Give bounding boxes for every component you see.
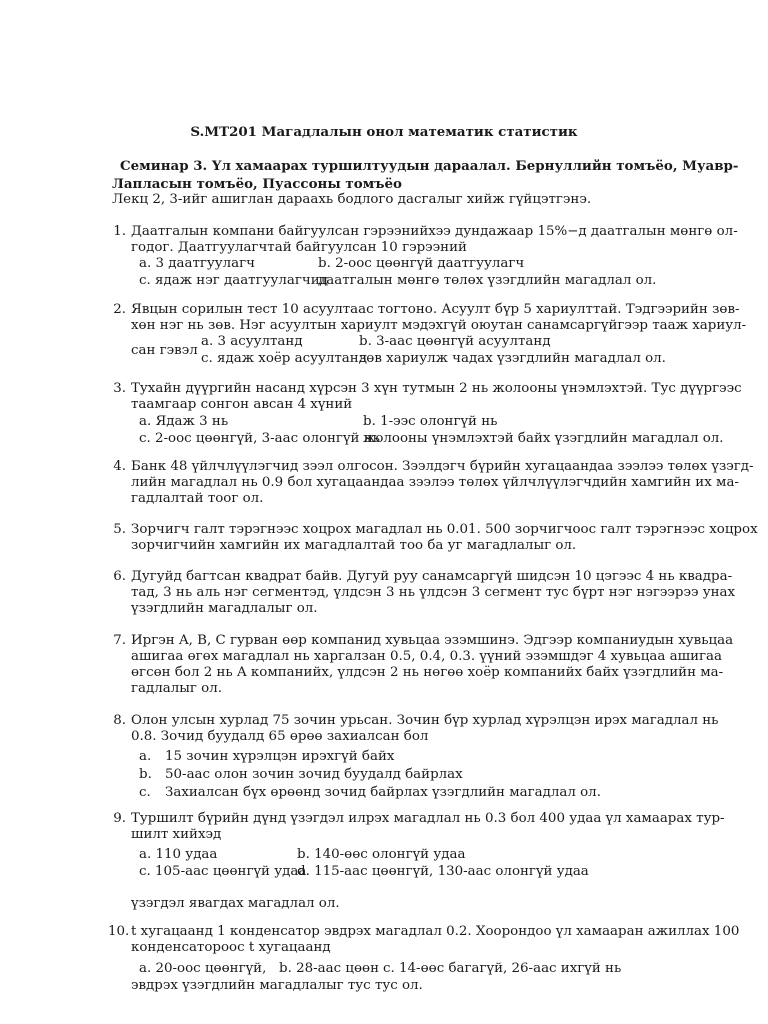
problem-line: Дугуйд багтсан квадрат байв. Дугуй руу санамсаргүй шидсэн 10 цэгээс 4 нь квадра- bbox=[131, 569, 733, 584]
problem-line: гадлалтай тоог ол. bbox=[131, 491, 264, 506]
problem-line: Зорчигч галт тэрэгнээс хоцрох магадлал нь 0.01. 500 зорчигчоос галт тэрэгнээс хоцрох bbox=[131, 522, 758, 537]
problem-tail: үзэгдэл явагдах магадлал ол. bbox=[131, 896, 340, 911]
problem-line: Даатгалын компани байгуулсан гэрээнийхээ дундажаар 15%−д даатгалын мөнгө ол- bbox=[131, 224, 738, 239]
problem-line: Иргэн A, B, C гурван өөр компанид хувьцаа эзэмшинэ. Эдгээр компаниудын хувьцаа bbox=[131, 633, 734, 648]
option-c-label: c. bbox=[139, 785, 151, 800]
problem-number: 10. bbox=[108, 924, 130, 939]
problem-line: годог. Даатгуулагчтай байгуулсан 10 гэрээний bbox=[131, 240, 467, 255]
option-c: Захиалсан бүх өрөөнд зочид байрлах үзэгдлийн магадлал ол. bbox=[165, 785, 601, 800]
problem-line: Явцын сорилын тест 10 асуултаас тогтоно. Асуулт бүр 5 хариулттай. Тэдгээрийн зөв- bbox=[131, 302, 740, 317]
problem-line: Банк 48 үйлчлүүлэгчид зээл олгосон. Зээлдэгч бүрийн хугацаандаа зээлээ төлөх үзэгд- bbox=[131, 459, 754, 474]
problem-number: 1. bbox=[113, 224, 126, 239]
option-c: c. ядаж нэг даатгуулагчид bbox=[139, 273, 328, 288]
problem-text bbox=[131, 459, 754, 507]
seminar-line: Лапласын томъёо, Пуассоны томъёо bbox=[112, 176, 402, 192]
option-b: 50-аас олон зочин зочид буудалд байрлах bbox=[165, 767, 463, 782]
problem-line: ашигаа өгөх магадлал нь харгалзан 0.5, 0.4, 0.3. үүний эзэмшдэг 4 хувьцаа ашигаа bbox=[131, 649, 722, 664]
option-b-label: b. bbox=[139, 767, 152, 782]
option-b: b. 140-өөс олонгүй удаа bbox=[297, 847, 466, 862]
option-a: a. 20-оос цөөнгүй, bbox=[139, 961, 267, 976]
option-question: даатгалын мөнгө төлөх үзэгдлийн магадлал ол. bbox=[318, 273, 657, 288]
option-b: b. 28-аас цөөн bbox=[279, 961, 380, 976]
option-c: c. ядаж хоёр асуултанд bbox=[201, 351, 367, 366]
problem-text bbox=[131, 811, 725, 843]
problem-text bbox=[131, 381, 742, 413]
option-b: b. 1-ээс олонгүй нь bbox=[363, 414, 498, 429]
course-title: S.MT201 Магадлалын онол математик статистик bbox=[190, 124, 578, 140]
problem-line: лийн магадлал нь 0.9 бол хугацаандаа зээлээ төлөх үйлчлүүлэгчдийн хамгийн их ма- bbox=[131, 475, 739, 490]
problem-number: 9. bbox=[113, 811, 126, 826]
problem-line: үзэгдлийн магадлалыг ол. bbox=[131, 601, 318, 616]
problem-line: конденсатороос t хугацаанд bbox=[131, 940, 331, 955]
problem-number: 4. bbox=[113, 459, 126, 474]
problem-line: гадлалыг ол. bbox=[131, 681, 222, 696]
problem-line: 0.8. Зочид буудалд 65 өрөө захиалсан бол bbox=[131, 729, 429, 744]
option-c: c. 14-өөс багагүй, 26-аас ихгүй нь bbox=[383, 961, 622, 976]
problem-text bbox=[131, 224, 738, 256]
problem-text bbox=[131, 569, 736, 617]
problem-line: шилт хийхэд bbox=[131, 827, 222, 842]
intro-text: Лекц 2, 3-ийг ашиглан дараахь бодлого дасгалыг хийж гүйцэтгэнэ. bbox=[112, 192, 592, 207]
option-question: жолооны үнэмлэхтэй байх үзэгдлийн магадлал ол. bbox=[363, 431, 724, 446]
problem-tail: эвдрэх үзэгдлийн магадлалыг тус тус ол. bbox=[131, 978, 423, 993]
problem-text bbox=[131, 302, 747, 334]
option-a: a. 110 удаа bbox=[139, 847, 218, 862]
problem-line: Олон улсын хурлад 75 зочин урьсан. Зочин бүр хурлад хүрэлцэн ирэх магадлал нь bbox=[131, 713, 719, 728]
problem-number: 6. bbox=[113, 569, 126, 584]
seminar-line: Семинар 3. Үл хамаарах туршилтуудын дараалал. Бернуллийн томъёо, Муавр- bbox=[120, 158, 739, 174]
option-b: b. 2-оос цөөнгүй даатгуулагч bbox=[318, 256, 525, 271]
problem-line: t хугацаанд 1 конденсатор эвдрэх магадлал 0.2. Хоорондоо үл хамааран ажиллах 100 bbox=[131, 924, 740, 939]
problem-text bbox=[131, 713, 719, 745]
option-question: зөв хариулж чадах үзэгдлийн магадлал ол. bbox=[359, 351, 666, 366]
seminar-heading bbox=[112, 157, 739, 193]
problem-number: 3. bbox=[113, 381, 126, 396]
option-c: c. 2-оос цөөнгүй, 3-аас олонгүй нь bbox=[139, 431, 380, 446]
problem-line: Туршилт бүрийн дүнд үзэгдэл илрэх магадлал нь 0.3 бол 400 удаа үл хамаарах тур- bbox=[131, 811, 725, 826]
problem-number: 7. bbox=[113, 633, 126, 648]
option-a: 15 зочин хүрэлцэн ирэхгүй байх bbox=[165, 749, 395, 764]
option-d: d. 115-аас цөөнгүй, 130-аас олонгүй удаа bbox=[297, 864, 589, 879]
problem-line: таамгаар сонгон авсан 4 хүний bbox=[131, 397, 353, 412]
problem-lead: сан гэвэл bbox=[131, 343, 198, 358]
option-b: b. 3-аас цөөнгүй асуултанд bbox=[359, 334, 551, 349]
problem-text bbox=[131, 924, 740, 956]
problem-text bbox=[131, 633, 734, 697]
problem-number: 5. bbox=[113, 522, 126, 537]
option-a: a. Ядаж 3 нь bbox=[139, 414, 229, 429]
problem-number: 2. bbox=[113, 302, 126, 317]
option-a-label: a. bbox=[139, 749, 152, 764]
problem-line: Тухайн дүүргийн насанд хүрсэн 3 хүн тутмын 2 нь жолооны үнэмлэхтэй. Тус дүүргээс bbox=[131, 381, 742, 396]
problem-line: өгсөн бол 2 нь A компанийх, үлдсэн 2 нь нөгөө хоёр компанийх байх үзэгдлийн ма- bbox=[131, 665, 724, 680]
problem-line: хөн нэг нь зөв. Нэг асуултын хариулт мэдэхгүй оюутан санамсаргүйгээр тааж хариул- bbox=[131, 318, 747, 333]
option-a: a. 3 асуултанд bbox=[201, 334, 303, 349]
problem-line: тад, 3 нь аль нэг сегментэд, үлдсэн 3 нь үлдсэн 3 сегмент тус бүрт нэг нэгээрээ унах bbox=[131, 585, 736, 600]
problem-number: 8. bbox=[113, 713, 126, 728]
option-a: a. 3 даатгуулагч bbox=[139, 256, 256, 271]
problem-text bbox=[131, 522, 758, 554]
option-c: c. 105-аас цөөнгүй удаа bbox=[139, 864, 307, 879]
problem-line: зорчигчийн хамгийн их магадлалтай тоо ба уг магадлалыг ол. bbox=[131, 538, 577, 553]
